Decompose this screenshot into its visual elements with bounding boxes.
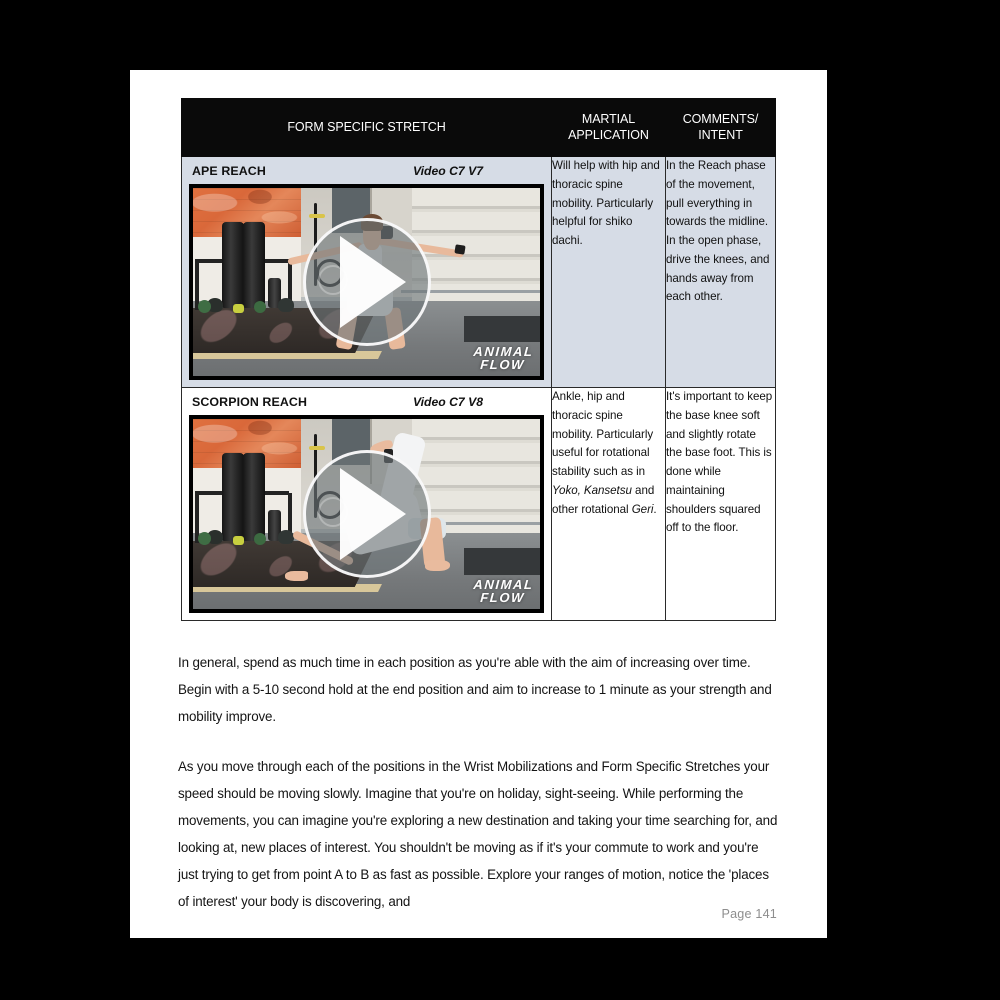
media-caption xyxy=(189,393,544,415)
play-button[interactable] xyxy=(303,218,431,346)
watermark-line-1: ANIMAL xyxy=(472,343,534,359)
media-block xyxy=(182,157,551,387)
ape-reach-media-cell xyxy=(182,157,552,388)
martial-text-italic-1: Yoko, Kansetsu xyxy=(552,483,632,497)
column-header-label-line1: MARTIAL xyxy=(581,111,636,126)
martial-text-part-3: . xyxy=(653,502,657,516)
kettlebell xyxy=(278,530,294,544)
exercise-title: SCORPION REACH xyxy=(192,395,307,409)
scorpion-reach-comments-intent-cell xyxy=(666,388,776,621)
ape-reach-video-thumbnail[interactable] xyxy=(189,184,544,380)
body-paragraph: In general, spend as much time in each position as you're able with the aim of increasing over time. Begin with a 5-10 second hold at the end position and aim to increase to 1 minute as your strength and mobility improve. xyxy=(178,655,772,724)
column-header-label-line2: INTENT xyxy=(698,127,743,142)
ape-reach-martial-application-cell xyxy=(552,157,666,388)
form-specific-stretch-table xyxy=(181,98,776,621)
video-reference-label: Video C7 V7 xyxy=(413,164,483,178)
comments-intent-text: In the Reach phase of the movement, pull everything in towards the midline. In the open phase, drive the knees, and hands away from each other. xyxy=(666,159,770,304)
media-block xyxy=(182,388,551,620)
media-caption xyxy=(189,162,544,184)
comments-intent-text: It's important to keep the base knee soft and slightly rotate the base foot. This is done while maintaining shoulders squared off to the floor. xyxy=(666,390,773,535)
foam-roller xyxy=(243,453,265,540)
ape-reach-comments-intent-cell xyxy=(666,157,776,388)
table-row xyxy=(182,388,776,621)
watermark-line-2: FLOW xyxy=(479,356,526,372)
kettlebell xyxy=(278,298,294,312)
animal-flow-watermark xyxy=(472,345,534,372)
martial-text-part-1: Ankle, hip and thoracic spine mobility. Particularly useful for rotational stability such as in xyxy=(552,390,654,479)
document-page xyxy=(130,70,827,938)
animal-flow-watermark xyxy=(472,578,534,605)
scorpion-reach-video-thumbnail[interactable] xyxy=(189,415,544,613)
column-header-label-line2: APPLICATION xyxy=(568,127,649,142)
martial-application-text: Will help with hip and thoracic spine mobility. Particularly helpful for shiko dachi. xyxy=(552,159,660,248)
exercise-title: APE REACH xyxy=(192,164,266,178)
watermark-line-1: ANIMAL xyxy=(472,576,534,592)
play-triangle-icon xyxy=(340,468,406,560)
video-reference-label: Video C7 V8 xyxy=(413,395,483,409)
play-triangle-icon xyxy=(340,236,406,328)
watermark-line-2: FLOW xyxy=(479,589,526,605)
column-header-martial-application xyxy=(552,99,666,157)
foam-roller xyxy=(222,453,244,540)
foam-roller xyxy=(243,222,265,308)
table-row xyxy=(182,157,776,388)
column-header-label-line1: COMMENTS/ xyxy=(682,111,759,126)
play-button[interactable] xyxy=(303,450,431,578)
column-header-label: FORM SPECIFIC STRETCH xyxy=(287,119,446,134)
column-header-comments-intent xyxy=(666,99,776,157)
scorpion-reach-media-cell xyxy=(182,388,552,621)
body-text-block xyxy=(178,650,778,939)
person-base-foot xyxy=(425,560,449,571)
body-paragraph: As you move through each of the positions in the Wrist Mobilizations and Form Specific Stretches your speed should be moving slowly. Imagine that you're on holiday, sight-seeing. While performing the movements, you can imagine you're exploring a new destination and taking your time searching for, and looking at, new places of interest. You shouldn't be moving as if it's your commute to work and you're just trying to get from point A to B as fast as possible. Explore your ranges of motion, notice the 'places of interest' your body is discovering, and xyxy=(178,759,778,909)
page-number: Page 141 xyxy=(721,907,777,921)
table-header-row xyxy=(182,99,776,157)
martial-text-part-2: and other rotational xyxy=(552,483,655,516)
person-hand xyxy=(285,571,308,581)
column-header-form-specific-stretch xyxy=(182,99,552,157)
foam-roller xyxy=(222,222,244,308)
martial-application-text xyxy=(552,388,665,519)
martial-text-italic-2: Geri xyxy=(631,502,654,516)
wrist-watch xyxy=(454,245,465,255)
scorpion-reach-martial-application-cell xyxy=(552,388,666,621)
